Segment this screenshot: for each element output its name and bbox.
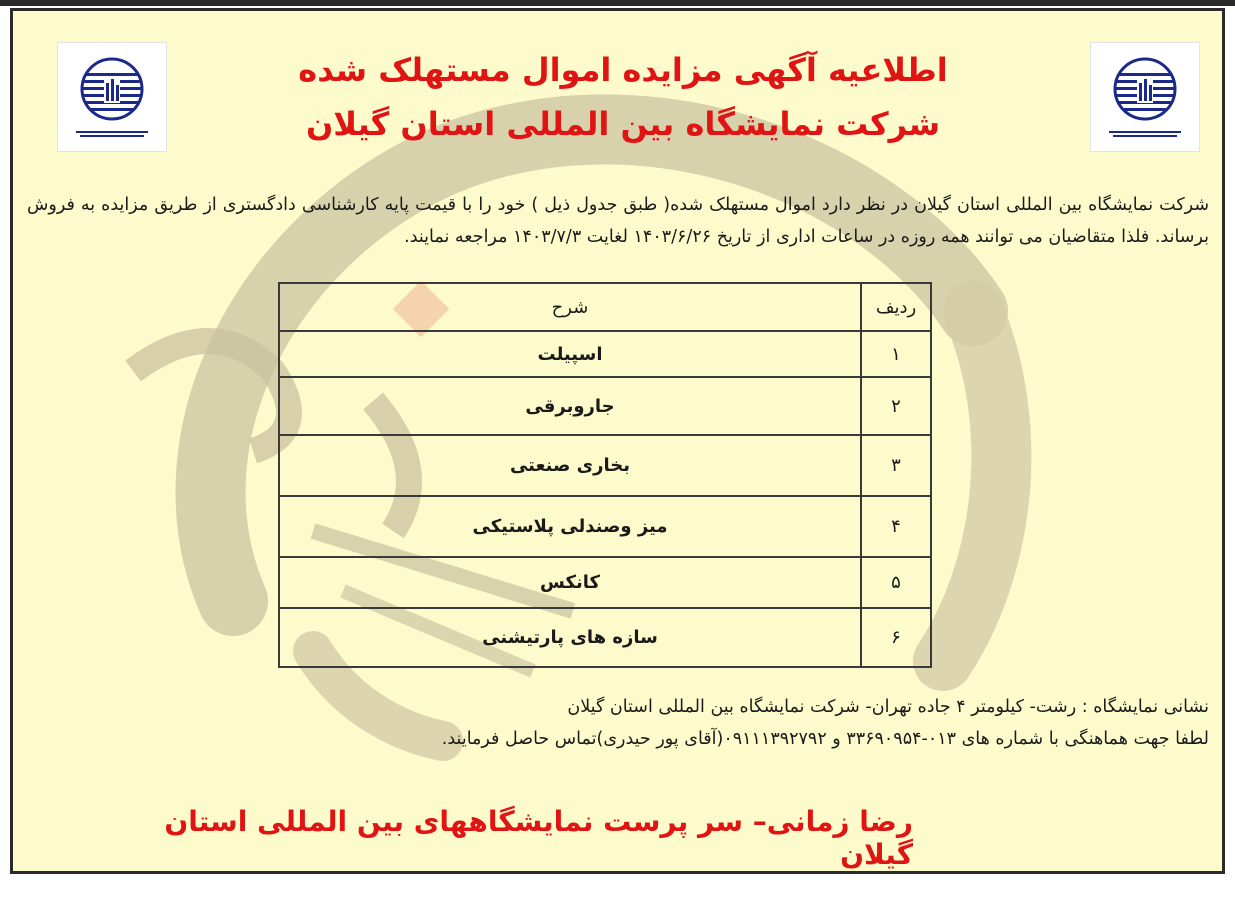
item-description: جاروبرقی [279,377,861,435]
table-row [279,435,931,496]
signature: رضا زمانی– سر پرست نمایشگاههای بین المللی استان گیلان [164,805,913,871]
row-number: ۳ [861,435,931,496]
company-logo-left [57,42,167,152]
row-number: ۵ [861,557,931,608]
table-row [279,377,931,435]
row-number: ۲ [861,377,931,435]
table-header-row [279,283,931,331]
item-description: میز وصندلی پلاستیکی [279,496,861,557]
notice-subtitle: شرکت نمایشگاه بین المللی استان گیلان [305,105,941,143]
contact-instructions: لطفا جهت هماهنگی با شماره های ۰۱۳-۳۳۶۹۰۹۵۴ و ۰۹۱۱۱۳۹۲۷۹۲(آقای پور حیدری)تماس حاصل فرمایند. [441,729,1209,749]
exhibition-address: نشانی نمایشگاه : رشت- کیلومتر ۴ جاده تهران- شرکت نمایشگاه بین المللی استان گیلان [567,697,1209,717]
table-row [279,557,931,608]
contact-block [27,691,1209,755]
exhibition-globe-logo-icon [58,43,166,151]
intro-paragraph: شرکت نمایشگاه بین المللی استان گیلان در نظر دارد اموال مستهلک شده( طبق جدول ذیل ) خود را با قیمت پایه کارشناسی دادگستری از طریق مزایده به فروش برساند. فلذا متقاضیان می توانند همه روزه در ساعات اداری از تاریخ ۱۴۰۳/۶/۲۶ لغایت ۱۴۰۳/۷/۳ مراجعه نمایند. [27,195,1209,247]
row-number: ۴ [861,496,931,557]
item-description: سازه های پارتیشنی [279,608,861,667]
table-row [279,496,931,557]
exhibition-globe-logo-icon [1091,43,1199,151]
notice-title: اطلاعیه آگهی مزایده اموال مستهلک شده [298,51,948,89]
item-description: بخاری صنعتی [279,435,861,496]
item-description: کانکس [279,557,861,608]
auction-items-table [278,282,932,668]
company-logo-right [1090,42,1200,152]
column-header-description: شرح [279,283,861,331]
row-number: ۶ [861,608,931,667]
notice-frame [10,8,1225,874]
table-row [279,331,931,377]
column-header-row-number: ردیف [861,283,931,331]
item-description: اسپیلت [279,331,861,377]
table-row [279,608,931,667]
row-number: ۱ [861,331,931,377]
top-rule [0,0,1235,6]
